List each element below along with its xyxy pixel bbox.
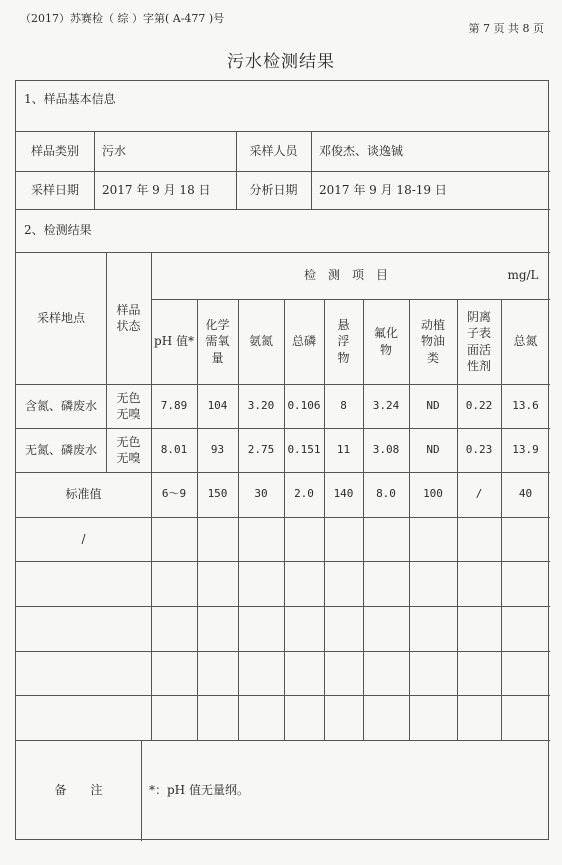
table-cell: 8 bbox=[340, 398, 347, 412]
standard-value: 8.0 bbox=[376, 487, 396, 501]
remarks-text: *：pH 值无量纲。 bbox=[149, 783, 249, 798]
col-header-total-nitrogen: 总氮 bbox=[513, 334, 538, 349]
items-header: 检 测 项 目 bbox=[303, 268, 388, 283]
table-cell: 3.08 bbox=[372, 442, 400, 456]
table-cell: 0.151 bbox=[287, 442, 321, 456]
location-header: 采样地点 bbox=[36, 310, 85, 325]
table-cell: 13.6 bbox=[512, 398, 539, 412]
standard-value: 2.0 bbox=[294, 487, 314, 501]
table-cell: 0.22 bbox=[465, 398, 493, 412]
table-cell: 0.106 bbox=[287, 398, 321, 412]
standard-value: 6～9 bbox=[161, 487, 187, 501]
sample-type-value: 污水 bbox=[102, 143, 127, 158]
standard-value: 40 bbox=[518, 487, 533, 501]
empty-row-slash: / bbox=[81, 531, 86, 546]
col-header-anionic-surfactant: 阴离 子表 面活 性剂 bbox=[466, 310, 491, 373]
results-table bbox=[15, 80, 549, 840]
col-header-animal-veg-oil: 动植 物油 类 bbox=[420, 318, 445, 365]
sampler-label: 采样人员 bbox=[249, 143, 298, 158]
table-cell: 0.23 bbox=[465, 442, 493, 456]
table-cell: 13.9 bbox=[512, 442, 539, 456]
table-cell: ND bbox=[426, 398, 440, 412]
row2-state: 无色 无嗅 bbox=[116, 434, 141, 465]
sample-date-value: 2017 年 9 月 18 日 bbox=[102, 182, 211, 197]
standard-label: 标准值 bbox=[65, 487, 102, 502]
standard-value: 150 bbox=[207, 487, 228, 501]
row1-location: 含氮、磷废水 bbox=[24, 398, 97, 413]
document-number: （2017）苏赛检（ 综 ）字第( A-477 )号 bbox=[20, 12, 225, 25]
unit-label: mg/L bbox=[507, 268, 539, 283]
table-cell: 3.24 bbox=[372, 398, 400, 412]
page-indicator: 第 7 页 共 8 页 bbox=[468, 22, 544, 35]
row1-state: 无色 无嗅 bbox=[116, 390, 141, 421]
remarks-label: 备 注 bbox=[54, 783, 103, 798]
col-header-ph: pH 值* bbox=[154, 334, 194, 349]
col-header-fluoride: 氟化 物 bbox=[373, 326, 398, 357]
standard-value: 140 bbox=[333, 487, 354, 501]
col-header-suspended-solids: 悬 浮 物 bbox=[337, 318, 350, 365]
table-cell: 3.20 bbox=[247, 398, 275, 412]
table-cell: 11 bbox=[336, 442, 351, 456]
table-cell: 7.89 bbox=[160, 398, 188, 412]
table-cell: 2.75 bbox=[247, 442, 275, 456]
section-basic-info-heading: 1、样品基本信息 bbox=[24, 92, 116, 106]
analysis-date-label: 分析日期 bbox=[249, 182, 298, 197]
page-title: 污水检测结果 bbox=[227, 52, 335, 72]
table-cell: 104 bbox=[207, 398, 228, 412]
sample-date-label: 采样日期 bbox=[30, 182, 79, 197]
state-header: 样品 状态 bbox=[116, 302, 141, 333]
row2-location: 无氮、磷废水 bbox=[24, 442, 97, 457]
standard-value: / bbox=[475, 487, 483, 501]
col-header-cod: 化学 需氧 量 bbox=[205, 318, 230, 365]
analysis-date-value: 2017 年 9 月 18-19 日 bbox=[319, 182, 447, 197]
col-header-ammonia: 氨氮 bbox=[248, 334, 273, 349]
col-header-total-phosphorus: 总磷 bbox=[291, 334, 316, 349]
sampler-value: 邓俊杰、谈逸铖 bbox=[319, 143, 404, 158]
standard-value: 100 bbox=[423, 487, 443, 501]
table-cell: ND bbox=[426, 442, 440, 456]
sample-type-label: 样品类别 bbox=[30, 143, 79, 158]
section-results-heading: 2、检测结果 bbox=[24, 223, 92, 237]
standard-value: 30 bbox=[254, 487, 268, 501]
table-cell: 93 bbox=[210, 442, 225, 456]
table-cell: 8.01 bbox=[160, 442, 188, 456]
